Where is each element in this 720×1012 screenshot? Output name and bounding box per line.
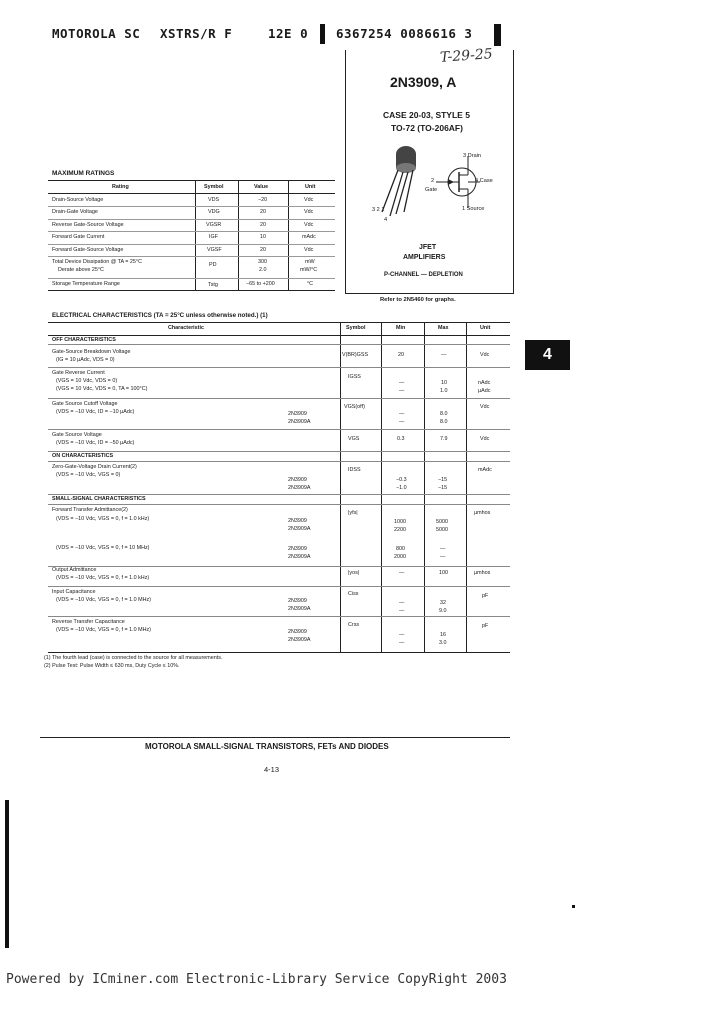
mr-unit: Vdc	[304, 197, 314, 203]
footer-rule	[40, 737, 510, 738]
char-max: 32	[440, 600, 446, 606]
refer-note: Refer to 2N5460 for graphs.	[380, 297, 456, 303]
mr-symbol: VGSR	[206, 222, 222, 228]
case-info: CASE 20-03, STYLE 5	[383, 110, 470, 120]
char-max: 1.0	[440, 388, 448, 394]
char-unit: Vdc	[480, 404, 490, 410]
part-number: 2N3909, A	[390, 74, 457, 90]
mr-rating: Forward Gate-Source Voltage	[52, 247, 124, 253]
package-info: TO-72 (TO-206AF)	[391, 123, 463, 133]
pin-gate-number: 2	[431, 178, 435, 184]
product-box-right	[513, 50, 514, 294]
char-min: —	[399, 388, 405, 394]
product-box-left	[345, 50, 346, 294]
char-unit: Vdc	[480, 436, 490, 442]
header-code: 12E 0	[268, 26, 309, 41]
part-variant: 2N3909	[288, 477, 307, 483]
mr-unit: Vdc	[304, 247, 314, 253]
mr-symbol: PD	[209, 262, 217, 268]
char-max: 7.9	[440, 436, 448, 442]
section-on: ON CHARACTERISTICS	[52, 453, 114, 459]
mr-value: 20	[260, 209, 266, 215]
char-unit: pF	[482, 593, 489, 599]
char-max: 8.0	[440, 419, 448, 425]
char-max: 3.0	[439, 640, 447, 646]
char-label: Input Capacitance	[52, 589, 96, 595]
channel-type: P-CHANNEL — DEPLETION	[384, 272, 463, 278]
mr-rating-derate: Derate above 25°C	[58, 267, 104, 273]
footnote-1: (1) The fourth lead (case) is connected to the source for all measurements.	[44, 655, 223, 661]
pin-case-label: 4 Case	[475, 178, 493, 184]
handwritten-ref: T-29-25	[439, 46, 494, 66]
char-max: 8.0	[440, 411, 448, 417]
max-ratings-title: MAXIMUM RATINGS	[52, 170, 115, 177]
mr-unit: Vdc	[304, 222, 314, 228]
char-max: —	[440, 554, 446, 560]
char-unit: µmhos	[474, 570, 491, 576]
mr-unit: Vdc	[304, 209, 314, 215]
mr-symbol: Tstg	[208, 282, 218, 288]
char-label: Zero-Gate-Voltage Drain Current(2)	[52, 464, 137, 470]
header-mark-left	[320, 24, 325, 44]
elec-header-min: Min	[396, 325, 406, 331]
elec-title: ELECTRICAL CHARACTERISTICS (TA = 25°C unless otherwise noted.) (1)	[52, 312, 268, 319]
mr-symbol: IGF	[209, 234, 218, 240]
char-unit: mAdc	[478, 467, 492, 473]
char-unit: nAdc	[478, 380, 491, 386]
char-label: Forward Transfer Admittance(2)	[52, 507, 128, 513]
section-small-signal: SMALL-SIGNAL CHARACTERISTICS	[52, 496, 146, 502]
char-min: 1000	[394, 519, 406, 525]
char-min: —	[399, 640, 405, 646]
char-label: Gate-Source Breakdown Voltage	[52, 349, 131, 355]
mr-symbol: VDG	[208, 209, 220, 215]
mr-value: −65 to +200	[246, 281, 275, 287]
header-company: MOTOROLA SC	[52, 26, 141, 41]
pin-gate-label: Gate	[425, 187, 438, 193]
part-variant: 2N3909A	[288, 554, 311, 560]
part-variant: 2N3909	[288, 518, 307, 524]
char-min: −0.3	[396, 477, 407, 483]
product-box-bottom	[345, 293, 514, 294]
mr-value: 10	[260, 234, 266, 240]
char-label: Reverse Transfer Capacitance	[52, 619, 125, 625]
mr-rating: Reverse Gate-Source Voltage	[52, 222, 124, 228]
part-variant: 2N3909A	[288, 637, 311, 643]
pin-source-label: 1 Source	[462, 206, 485, 212]
char-symbol: V(BR)GSS	[342, 352, 369, 358]
mr-header-rating: Rating	[112, 184, 129, 190]
mr-rating: Forward Gate Current	[52, 234, 105, 240]
char-symbol: Ciss	[348, 591, 359, 597]
mr-value: 300	[258, 259, 267, 265]
elec-header-max: Max	[438, 325, 449, 331]
char-min: −1.0	[396, 485, 407, 491]
scan-edge-mark	[5, 800, 9, 948]
char-label: Gate Reverse Current	[52, 370, 105, 376]
mr-header-value: Value	[254, 184, 269, 190]
mr-value: 20	[260, 247, 266, 253]
char-condition: (VDS = −10 Vdc, ID = −10 µAdc)	[56, 409, 135, 415]
char-max: —	[440, 546, 446, 552]
pin-drain-label: 3 Drain	[463, 153, 482, 159]
char-condition: (VGS = 10 Vdc, VDS = 0)	[56, 378, 118, 384]
mr-unit-derate: mW/°C	[300, 267, 318, 273]
elec-header-symbol: Symbol	[346, 325, 366, 331]
header-mark-right	[494, 24, 501, 46]
footnote-2: (2) Pulse Test: Pulse Width ≤ 630 ms, Duty Cycle ≤ 10%.	[44, 663, 180, 669]
char-condition: (IG = 10 µAdc, VDS = 0)	[56, 357, 115, 363]
part-variant: 2N3909A	[288, 485, 311, 491]
char-symbol: Crss	[348, 622, 360, 628]
mr-header-symbol: Symbol	[204, 184, 224, 190]
mr-value: 20	[260, 222, 266, 228]
char-min: —	[399, 380, 405, 386]
char-condition: (VDS = −10 Vdc, VGS = 0, f = 1.0 kHz)	[56, 575, 150, 581]
char-condition: (VDS = −10 Vdc, VGS = 0)	[56, 472, 121, 478]
part-variant: 2N3909	[288, 629, 307, 635]
char-symbol: IGSS	[348, 374, 361, 380]
char-label: Output Admittance	[52, 567, 97, 573]
section-off: OFF CHARACTERISTICS	[52, 337, 116, 343]
char-condition: (VDS = −10 Vdc, ID = −50 µAdc)	[56, 440, 135, 446]
char-max: −15	[438, 477, 448, 483]
mr-unit: mAdc	[302, 234, 316, 240]
char-symbol: VGS(off)	[344, 404, 365, 410]
char-min: 0.3	[397, 436, 405, 442]
char-label: Gate Source Voltage	[52, 432, 102, 438]
part-variant: 2N3909A	[288, 526, 311, 532]
mr-symbol: VDS	[208, 197, 220, 203]
char-symbol: |yos|	[348, 570, 360, 576]
mr-unit: °C	[307, 281, 314, 287]
char-condition: (VDS = −10 Vdc, VGS = 0, f = 10 MHz)	[56, 545, 150, 551]
part-variant: 2N3909A	[288, 606, 311, 612]
char-min: —	[399, 411, 405, 417]
mr-value-derate: 2.0	[259, 267, 267, 273]
mr-rating: Storage Temperature Range	[52, 281, 120, 287]
type-line-2: AMPLIFIERS	[403, 254, 446, 261]
mr-header-unit: Unit	[305, 184, 316, 190]
char-max: 9.0	[439, 608, 447, 614]
char-label: Gate Source Cutoff Voltage	[52, 401, 118, 407]
char-min: 800	[396, 546, 405, 552]
section-tab-number: 4	[543, 346, 552, 363]
char-min: 2000	[394, 554, 406, 560]
mr-rating: Drain-Source Voltage	[52, 197, 104, 203]
char-unit: µAdc	[478, 388, 491, 394]
char-min: —	[399, 632, 405, 638]
char-max: 100	[439, 570, 448, 576]
part-variant: 2N3909A	[288, 419, 311, 425]
char-symbol: IDSS	[348, 467, 361, 473]
char-min: 20	[398, 352, 404, 358]
pin-4-label: 4	[384, 217, 388, 223]
char-max: −15	[438, 485, 448, 491]
mr-unit: mW	[305, 259, 315, 265]
mr-value: −20	[258, 197, 268, 203]
char-min: —	[399, 419, 405, 425]
char-unit: Vdc	[480, 352, 490, 358]
char-condition: (VGS = 10 Vdc, VDS = 0, TA = 100°C)	[56, 386, 148, 392]
section-tab	[525, 340, 570, 370]
header-division: XSTRS/R F	[160, 26, 233, 41]
char-max: 16	[440, 632, 446, 638]
char-max: 10	[441, 380, 447, 386]
char-symbol: VGS	[348, 436, 360, 442]
char-symbol: |yfs|	[348, 510, 358, 516]
char-max: 5000	[436, 519, 448, 525]
elec-header-characteristic: Characteristic	[168, 325, 204, 331]
char-unit: µmhos	[474, 510, 491, 516]
char-min: —	[399, 608, 405, 614]
part-variant: 2N3909	[288, 598, 307, 604]
footer-brand-line: MOTOROLA SMALL-SIGNAL TRANSISTORS, FETs AND DIODES	[145, 742, 389, 751]
mr-rating: Total Device Dissipation @ TA = 25°C	[52, 259, 142, 265]
scan-speck	[572, 905, 575, 908]
watermark: Powered by ICminer.com Electronic-Library Service CopyRight 2003	[6, 972, 507, 987]
char-min: —	[399, 600, 405, 606]
pin-numbers: 3 2 1	[372, 207, 385, 213]
char-condition: (VDS = −10 Vdc, VGS = 0, f = 1.0 kHz)	[56, 516, 150, 522]
char-condition: (VDS = −10 Vdc, VGS = 0, f = 1.0 MHz)	[56, 597, 151, 603]
char-min: —	[399, 570, 405, 576]
mr-rating: Drain-Gate Voltage	[52, 209, 98, 215]
char-max: —	[441, 352, 447, 358]
page-number: 4-13	[264, 765, 280, 774]
elec-header-unit: Unit	[480, 325, 491, 331]
char-max: 5000	[436, 527, 448, 533]
type-line-1: JFET	[419, 244, 437, 251]
char-min: 2200	[394, 527, 406, 533]
mr-symbol: VGSF	[207, 247, 222, 253]
char-unit: pF	[482, 623, 489, 629]
header-doc-number: 6367254 0086616 3	[336, 26, 473, 41]
part-variant: 2N3909	[288, 546, 307, 552]
char-condition: (VDS = −10 Vdc, VGS = 0, f = 1.0 MHz)	[56, 627, 151, 633]
part-variant: 2N3909	[288, 411, 307, 417]
